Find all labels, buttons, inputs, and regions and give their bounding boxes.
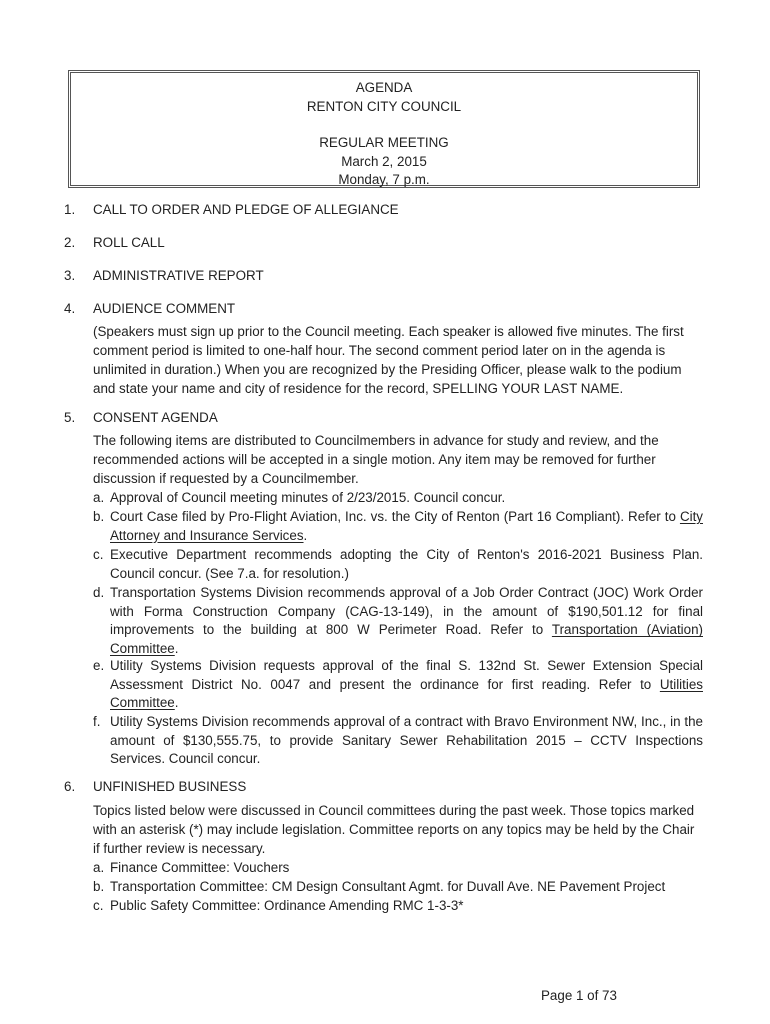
item-number: 2. [64, 235, 76, 250]
sub-text-end: . [174, 641, 179, 657]
sub-letter: a. [93, 490, 105, 505]
sub-letter: d. [93, 585, 105, 600]
sub-letter: e. [93, 658, 105, 673]
consent-item-f [93, 713, 703, 769]
item-number: 5. [64, 410, 76, 425]
agenda-header-box [68, 70, 700, 188]
consent-item-c [93, 546, 703, 583]
item-number: 1. [64, 202, 76, 217]
item-title: AUDIENCE COMMENT [93, 301, 236, 316]
sub-text: Utility Systems Division recommends approval of a contract with Bravo Environment NW, Inc., in the amount of $130,555.75, to provide Sanitary Sewer Rehabilitation 2015 – CCTV Inspections Services. Council concur. [110, 714, 703, 767]
sub-letter: b. [93, 879, 105, 894]
referral-link[interactable]: City Attorney and Insurance Services [110, 509, 703, 543]
consent-intro-text: The following items are distributed to Councilmembers in advance for study and review, and the recommended actions will be accepted in a single motion. Any item may be removed for further discussion if requested by a Councilmember. [93, 433, 659, 486]
item-title: ROLL CALL [93, 235, 165, 250]
header-council-name: RENTON CITY COUNCIL [306, 98, 462, 114]
item-title: CALL TO ORDER AND PLEDGE OF ALLEGIANCE [93, 202, 399, 217]
sub-letter: f. [93, 714, 101, 729]
page-number: Page 1 of 73 [541, 988, 617, 1003]
sub-letter: b. [93, 509, 105, 524]
sub-text: Utility Systems Division requests approval of the final S. 132nd St. Sewer Extension Special Assessment District No. 0047 and present the ordinance for first reading. Refer to [110, 658, 703, 692]
sub-letter: c. [93, 898, 104, 913]
header-agenda: AGENDA [355, 80, 413, 95]
audience-comment-text: (Speakers must sign up prior to the Council meeting. Each speaker is allowed five minutes. The first comment period is limited to one-half hour. The second comment period later on in the agenda is unlimited in duration.) When you are recognized by the Presiding Officer, please walk to the podium and state your name and city of residence for the record, SPELLING YOUR LAST NAME. [93, 324, 684, 396]
sub-text: Transportation Committee: CM Design Consultant Agmt. for Duvall Ave. NE Pavement Project [110, 879, 666, 894]
sub-text-end: . [174, 695, 179, 711]
header-date: March 2, 2015 [341, 153, 427, 169]
referral-link[interactable]: Utilities Committee [110, 676, 703, 711]
consent-item-d [93, 584, 703, 659]
consent-item-a [93, 489, 703, 508]
consent-item-e [93, 657, 703, 713]
unfinished-intro-text: Topics listed below were discussed in Council committees during the past week. Those topics marked with an asterisk (*) may include legislation. Committee reports on any topics may be held by the Chair if further review is necessary. [93, 803, 695, 856]
item-number: 4. [64, 301, 76, 316]
item-number: 3. [64, 268, 76, 283]
item-title: CONSENT AGENDA [93, 410, 218, 425]
sub-text: Court Case filed by Pro-Flight Aviation, Inc. vs. the City of Renton (Part 16 Compliant). Refer to [110, 509, 676, 524]
item-title: ADMINISTRATIVE REPORT [93, 268, 264, 283]
sub-letter: c. [93, 547, 104, 562]
unfinished-item-a [93, 859, 703, 878]
sub-text-end: . [303, 527, 308, 543]
item-title: UNFINISHED BUSINESS [93, 779, 247, 794]
unfinished-item-c [93, 897, 703, 916]
sub-text: Public Safety Committee: Ordinance Amending RMC 1-3-3* [110, 898, 464, 913]
sub-text: Executive Department recommends adopting the City of Renton's 2016-2021 Business Plan. Council concur. (See 7.a. for resolution.) [110, 547, 703, 581]
consent-item-b [93, 508, 703, 545]
item-number: 6. [64, 779, 76, 794]
sub-letter: a. [93, 860, 105, 875]
sub-text: Approval of Council meeting minutes of 2/23/2015. Council concur. [110, 490, 506, 505]
header-spacer [71, 116, 697, 134]
header-meeting-type: REGULAR MEETING [319, 135, 449, 150]
referral-link[interactable]: Transportation (Aviation) Committee [110, 622, 703, 657]
unfinished-item-b [93, 878, 703, 897]
header-time: Monday, 7 p.m. [338, 172, 430, 187]
sub-text: Finance Committee: Vouchers [110, 860, 290, 875]
sub-text: Transportation Systems Division recommends approval of a Job Order Contract (JOC) Work Order with Forma Construction Company (CAG-13-149), in the amount of $190,501.12 for final improvements to the building at 800 W Perimeter Road. Refer to [110, 585, 703, 638]
